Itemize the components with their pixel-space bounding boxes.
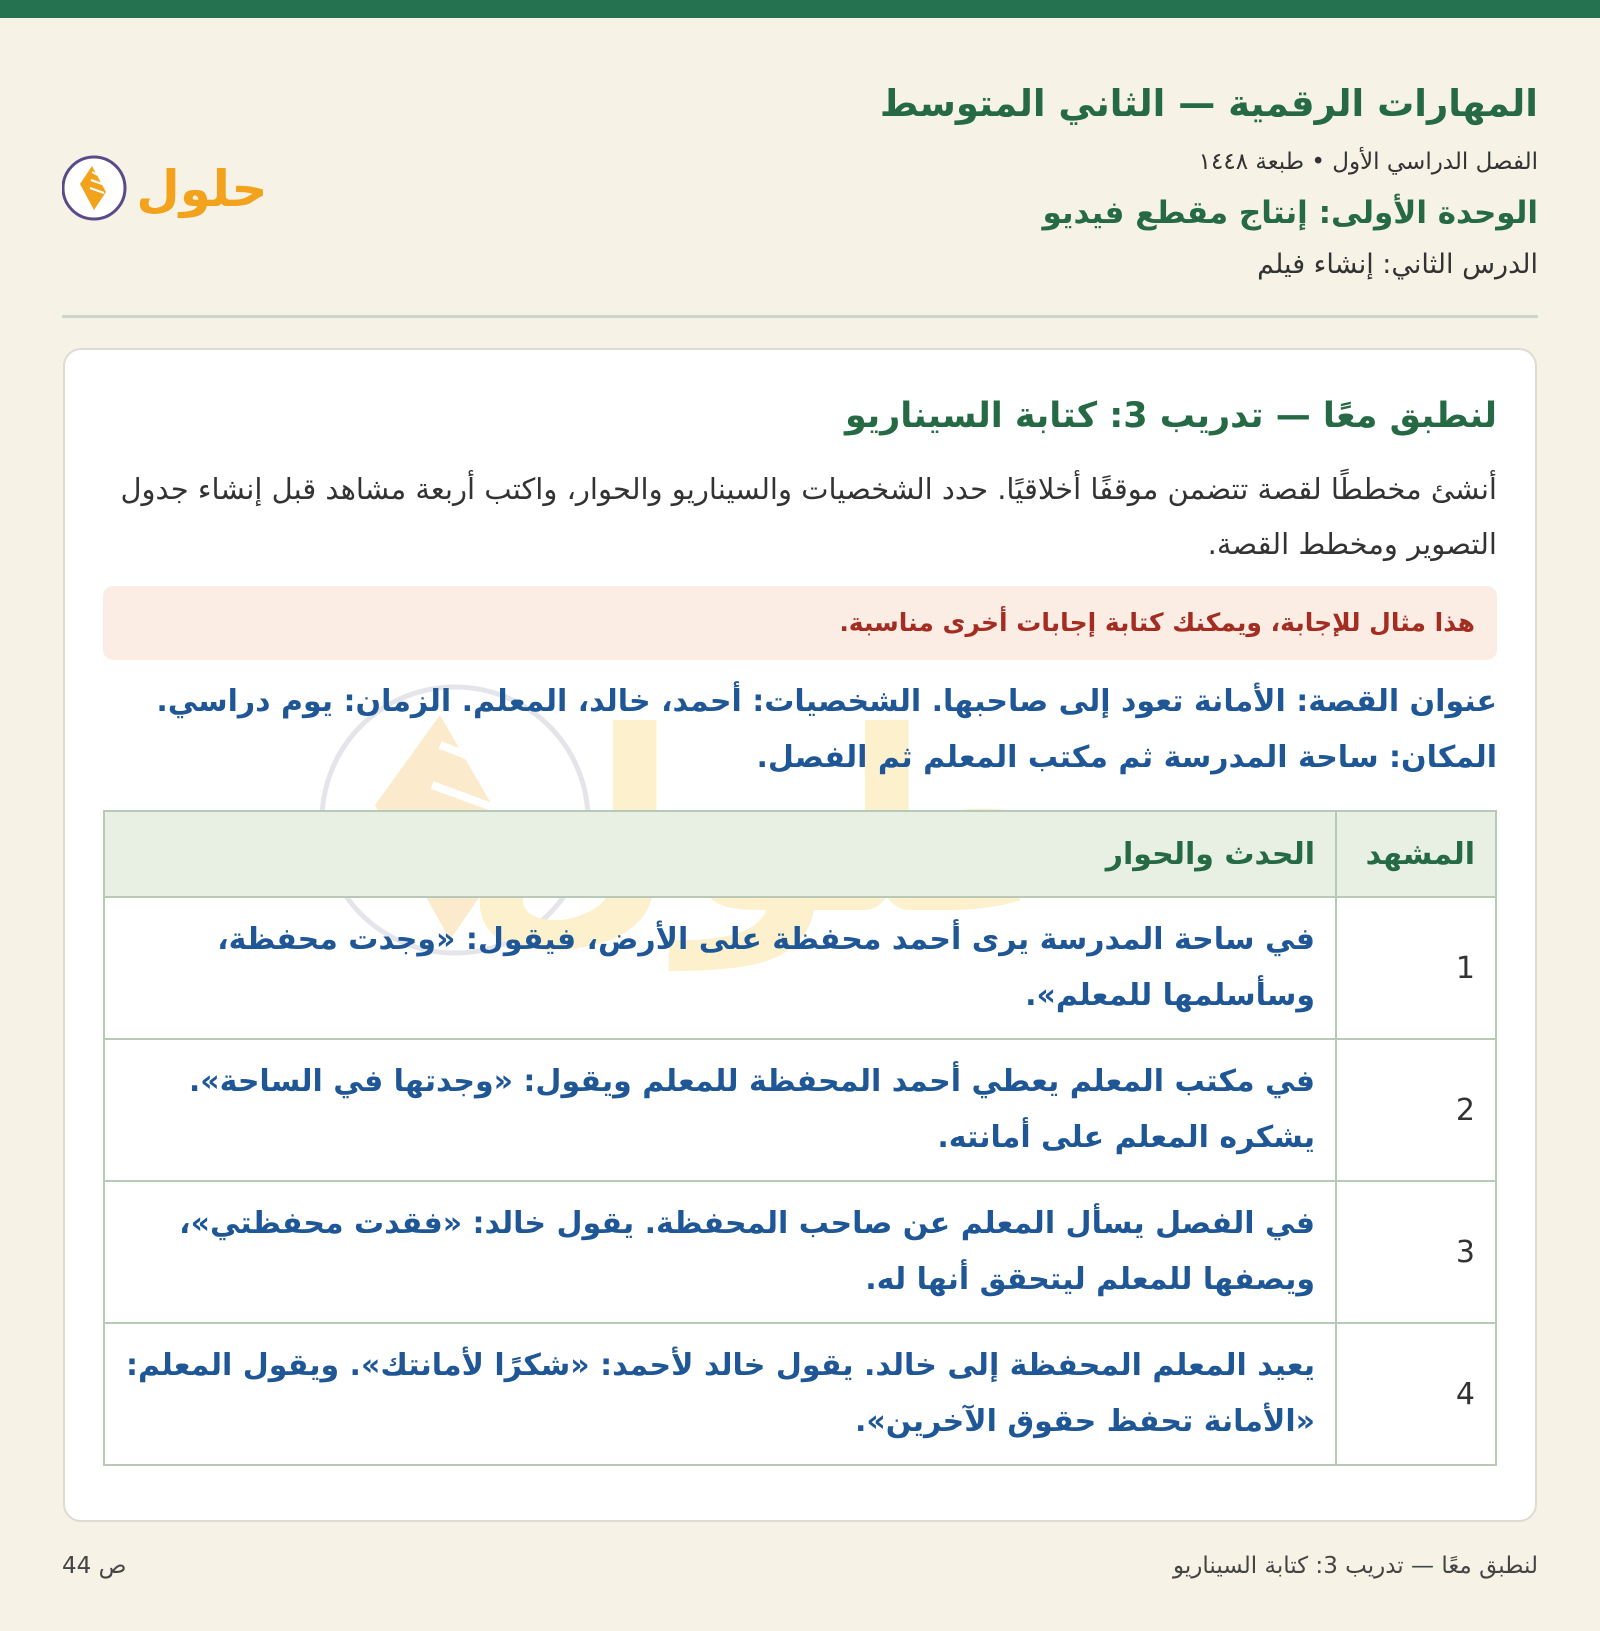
scene-description: في الفصل يسأل المعلم عن صاحب المحفظة. يقول خالد: «فقدت محفظتي»، ويصفها للمعلم ليتحقق أنها له. [104,1181,1336,1323]
header-text [880,78,1538,284]
scene-number: 4 [1336,1323,1496,1465]
table-row [104,1323,1496,1465]
footer-section-label: لنطبق معًا — تدريب 3: كتابة السيناريو [1172,1553,1538,1579]
unit-title: الوحدة الأولى: إنتاج مقطع فيديو [1042,195,1538,231]
logo-wordmark: حلول [136,160,268,218]
header-divider [62,315,1538,318]
term-edition-line: الفصل الدراسي الأول • طبعة ١٤٤٨ [1198,149,1538,175]
footer-page-number: ص 44 [62,1553,127,1579]
table-header-row [104,811,1496,897]
scene-description: يعيد المعلم المحفظة إلى خالد. يقول خالد لأحمد: «شكرًا لأمانتك». ويقول المعلم: «الأمانة تحفظ حقوق الآخرين». [104,1323,1336,1465]
sample-answer-note: هذا مثال للإجابة، ويمكنك كتابة إجابات أخرى مناسبة. [103,586,1497,660]
top-accent-bar [0,0,1600,18]
table-row [104,897,1496,1039]
table-row [104,1181,1496,1323]
exercise-instructions: أنشئ مخططًا لقصة تتضمن موقفًا أخلاقيًا. حدد الشخصيات والسيناريو والحوار، واكتب أربعة مشاهد قبل إنشاء جدول التصوير ومخطط القصة. [120,472,1497,561]
hulul-logo [62,148,292,228]
scene-description: في مكتب المعلم يعطي أحمد المحفظة للمعلم ويقول: «وجدتها في الساحة». يشكره المعلم على أمانته. [104,1039,1336,1181]
exercise-card [63,348,1537,1522]
page-header [62,78,1538,318]
scene-number: 3 [1336,1181,1496,1323]
book-title: المهارات الرقمية — الثاني المتوسط [879,82,1538,125]
story-info-answer: عنوان القصة: الأمانة تعود إلى صاحبها. الشخصيات: أحمد، خالد، المعلم. الزمان: يوم دراسي. المكان: ساحة المدرسة ثم مكتب المعلم ثم الفصل. [156,684,1497,775]
exercise-title: لنطبق معًا — تدريب 3: كتابة السيناريو [845,396,1497,436]
scene-number: 2 [1336,1039,1496,1181]
scene-description: في ساحة المدرسة يرى أحمد محفظة على الأرض، فيقول: «وجدت محفظة، وسأسلمها للمعلم». [104,897,1336,1039]
scene-number: 1 [1336,897,1496,1039]
book-circle-logo-icon [62,148,292,228]
header-event-dialogue: الحدث والحوار [104,811,1336,897]
card-content [103,388,1497,1466]
scenes-table [103,810,1497,1466]
header-scene: المشهد [1336,811,1496,897]
lesson-title: الدرس الثاني: إنشاء فيلم [1257,249,1538,280]
table-row [104,1039,1496,1181]
